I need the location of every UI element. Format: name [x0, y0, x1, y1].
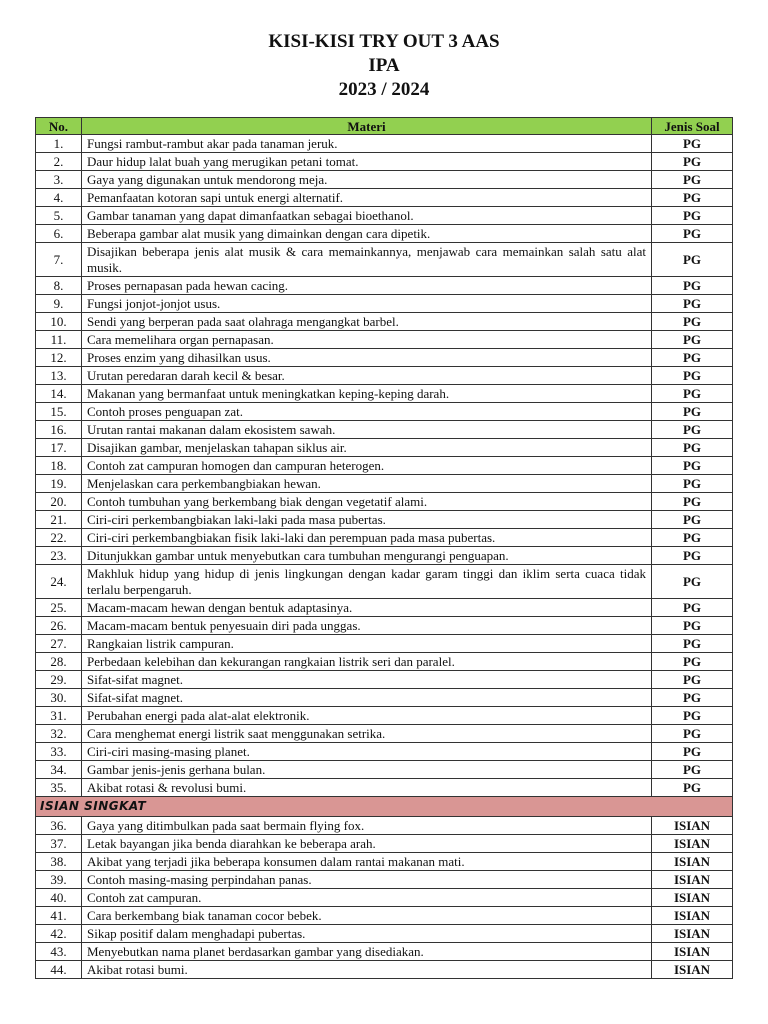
row-number: 33. — [36, 743, 82, 761]
row-jenis-soal: PG — [652, 725, 733, 743]
row-number: 14. — [36, 385, 82, 403]
row-jenis-soal: ISIAN — [652, 943, 733, 961]
row-number: 40. — [36, 889, 82, 907]
row-materi: Akibat yang terjadi jika beberapa konsumen dalam rantai makanan mati. — [82, 853, 652, 871]
row-materi: Ciri-ciri masing-masing planet. — [82, 743, 652, 761]
row-materi: Disajikan beberapa jenis alat musik & cara memainkannya, menjawab cara memainkan salah satu alat musik. — [82, 243, 652, 277]
row-number: 25. — [36, 599, 82, 617]
row-materi: Makanan yang bermanfaat untuk meningkatkan keping-keping darah. — [82, 385, 652, 403]
row-materi: Disajikan gambar, menjelaskan tahapan siklus air. — [82, 439, 652, 457]
row-materi: Gaya yang ditimbulkan pada saat bermain flying fox. — [82, 817, 652, 835]
row-number: 28. — [36, 653, 82, 671]
table-row — [36, 817, 733, 835]
row-number: 1. — [36, 135, 82, 153]
table-row — [36, 671, 733, 689]
table-row — [36, 331, 733, 349]
row-jenis-soal: ISIAN — [652, 817, 733, 835]
row-number: 41. — [36, 907, 82, 925]
row-number: 18. — [36, 457, 82, 475]
row-jenis-soal: ISIAN — [652, 925, 733, 943]
row-jenis-soal: PG — [652, 511, 733, 529]
row-materi: Sikap positif dalam menghadapi pubertas. — [82, 925, 652, 943]
document-header — [0, 30, 768, 102]
row-jenis-soal: PG — [652, 529, 733, 547]
document-title: KISI-KISI TRY OUT 3 AAS — [268, 31, 500, 52]
row-jenis-soal: PG — [652, 225, 733, 243]
row-jenis-soal: PG — [652, 743, 733, 761]
table-row — [36, 243, 733, 277]
row-jenis-soal: ISIAN — [652, 961, 733, 979]
row-number: 37. — [36, 835, 82, 853]
row-jenis-soal: PG — [652, 207, 733, 225]
row-materi: Ditunjukkan gambar untuk menyebutkan cara tumbuhan mengurangi penguapan. — [82, 547, 652, 565]
table-row — [36, 367, 733, 385]
table-row — [36, 707, 733, 725]
row-number: 17. — [36, 439, 82, 457]
row-number: 42. — [36, 925, 82, 943]
row-materi: Perubahan energi pada alat-alat elektronik. — [82, 707, 652, 725]
row-jenis-soal: PG — [652, 153, 733, 171]
table-row — [36, 277, 733, 295]
row-number: 27. — [36, 635, 82, 653]
row-number: 7. — [36, 243, 82, 277]
table-row — [36, 511, 733, 529]
row-materi: Contoh zat campuran. — [82, 889, 652, 907]
table-row — [36, 529, 733, 547]
row-number: 13. — [36, 367, 82, 385]
row-number: 8. — [36, 277, 82, 295]
row-materi: Akibat rotasi bumi. — [82, 961, 652, 979]
row-jenis-soal: ISIAN — [652, 835, 733, 853]
row-number: 30. — [36, 689, 82, 707]
row-materi: Menjelaskan cara perkembangbiakan hewan. — [82, 475, 652, 493]
table-row — [36, 871, 733, 889]
row-number: 31. — [36, 707, 82, 725]
row-materi: Menyebutkan nama planet berdasarkan gambar yang disediakan. — [82, 943, 652, 961]
row-materi: Gambar jenis-jenis gerhana bulan. — [82, 761, 652, 779]
table-row — [36, 689, 733, 707]
row-materi: Cara memelihara organ pernapasan. — [82, 331, 652, 349]
row-jenis-soal: ISIAN — [652, 907, 733, 925]
document-year: 2023 / 2024 — [338, 79, 430, 100]
table-row — [36, 153, 733, 171]
table-row — [36, 907, 733, 925]
table-row — [36, 725, 733, 743]
row-number: 6. — [36, 225, 82, 243]
row-jenis-soal: PG — [652, 439, 733, 457]
table-row — [36, 599, 733, 617]
row-jenis-soal: PG — [652, 617, 733, 635]
row-materi: Macam-macam bentuk penyesuain diri pada unggas. — [82, 617, 652, 635]
row-number: 26. — [36, 617, 82, 635]
row-number: 15. — [36, 403, 82, 421]
table-row — [36, 439, 733, 457]
row-number: 11. — [36, 331, 82, 349]
row-jenis-soal: PG — [652, 331, 733, 349]
column-header-no: No. — [36, 118, 82, 135]
row-materi: Contoh tumbuhan yang berkembang biak dengan vegetatif alami. — [82, 493, 652, 511]
row-jenis-soal: PG — [652, 421, 733, 439]
table-row — [36, 617, 733, 635]
row-number: 38. — [36, 853, 82, 871]
row-number: 35. — [36, 779, 82, 797]
table-row — [36, 961, 733, 979]
table-row — [36, 635, 733, 653]
row-number: 16. — [36, 421, 82, 439]
row-materi: Beberapa gambar alat musik yang dimainkan dengan cara dipetik. — [82, 225, 652, 243]
row-materi: Proses enzim yang dihasilkan usus. — [82, 349, 652, 367]
table-row — [36, 493, 733, 511]
table-row — [36, 925, 733, 943]
section-row-isian-singkat — [36, 797, 733, 817]
table-row — [36, 761, 733, 779]
table-row — [36, 171, 733, 189]
row-materi: Rangkaian listrik campuran. — [82, 635, 652, 653]
row-materi: Cara menghemat energi listrik saat menggunakan setrika. — [82, 725, 652, 743]
table-row — [36, 349, 733, 367]
row-number: 43. — [36, 943, 82, 961]
row-jenis-soal: ISIAN — [652, 853, 733, 871]
row-number: 39. — [36, 871, 82, 889]
table-row — [36, 943, 733, 961]
table-row — [36, 653, 733, 671]
row-materi: Makhluk hidup yang hidup di jenis lingkungan dengan kadar garam tinggi dan iklim serta cuaca tidak terlalu berpengaruh. — [82, 565, 652, 599]
table-row — [36, 743, 733, 761]
kisi-kisi-table — [35, 117, 733, 979]
row-materi: Ciri-ciri perkembangbiakan laki-laki pada masa pubertas. — [82, 511, 652, 529]
row-jenis-soal: PG — [652, 653, 733, 671]
row-jenis-soal: PG — [652, 779, 733, 797]
column-header-materi: Materi — [82, 118, 652, 135]
row-materi: Sifat-sifat magnet. — [82, 689, 652, 707]
row-jenis-soal: PG — [652, 707, 733, 725]
row-jenis-soal: ISIAN — [652, 871, 733, 889]
row-jenis-soal: PG — [652, 565, 733, 599]
row-number: 21. — [36, 511, 82, 529]
row-materi: Contoh zat campuran homogen dan campuran heterogen. — [82, 457, 652, 475]
row-jenis-soal: PG — [652, 189, 733, 207]
section-label: ISIAN SINGKAT — [36, 797, 733, 817]
row-jenis-soal: PG — [652, 599, 733, 617]
row-jenis-soal: PG — [652, 349, 733, 367]
table-row — [36, 835, 733, 853]
row-jenis-soal: PG — [652, 313, 733, 331]
row-number: 24. — [36, 565, 82, 599]
row-jenis-soal: PG — [652, 295, 733, 313]
row-jenis-soal: PG — [652, 761, 733, 779]
row-jenis-soal: PG — [652, 457, 733, 475]
table-row — [36, 779, 733, 797]
row-materi: Cara berkembang biak tanaman cocor bebek. — [82, 907, 652, 925]
row-jenis-soal: PG — [652, 367, 733, 385]
row-jenis-soal: PG — [652, 243, 733, 277]
row-jenis-soal: PG — [652, 385, 733, 403]
document-subject: IPA — [368, 55, 400, 76]
table-row — [36, 565, 733, 599]
row-number: 44. — [36, 961, 82, 979]
row-jenis-soal: PG — [652, 635, 733, 653]
row-materi: Sifat-sifat magnet. — [82, 671, 652, 689]
table-row — [36, 853, 733, 871]
row-number: 12. — [36, 349, 82, 367]
row-materi: Letak bayangan jika benda diarahkan ke beberapa arah. — [82, 835, 652, 853]
row-materi: Gaya yang digunakan untuk mendorong meja. — [82, 171, 652, 189]
row-number: 9. — [36, 295, 82, 313]
table-row — [36, 135, 733, 153]
row-jenis-soal: ISIAN — [652, 889, 733, 907]
table-row — [36, 189, 733, 207]
row-jenis-soal: PG — [652, 671, 733, 689]
row-materi: Urutan peredaran darah kecil & besar. — [82, 367, 652, 385]
row-jenis-soal: PG — [652, 493, 733, 511]
row-materi: Gambar tanaman yang dapat dimanfaatkan sebagai bioethanol. — [82, 207, 652, 225]
row-number: 4. — [36, 189, 82, 207]
table-row — [36, 889, 733, 907]
row-materi: Contoh proses penguapan zat. — [82, 403, 652, 421]
row-jenis-soal: PG — [652, 689, 733, 707]
row-materi: Pemanfaatan kotoran sapi untuk energi alternatif. — [82, 189, 652, 207]
table-row — [36, 475, 733, 493]
row-jenis-soal: PG — [652, 547, 733, 565]
row-materi: Fungsi rambut-rambut akar pada tanaman jeruk. — [82, 135, 652, 153]
table-body — [36, 135, 733, 979]
row-number: 29. — [36, 671, 82, 689]
row-number: 20. — [36, 493, 82, 511]
row-materi: Daur hidup lalat buah yang merugikan petani tomat. — [82, 153, 652, 171]
row-materi: Sendi yang berperan pada saat olahraga mengangkat barbel. — [82, 313, 652, 331]
row-jenis-soal: PG — [652, 171, 733, 189]
column-header-jenis-soal: Jenis Soal — [652, 118, 733, 135]
table-row — [36, 295, 733, 313]
row-materi: Ciri-ciri perkembangbiakan fisik laki-laki dan perempuan pada masa pubertas. — [82, 529, 652, 547]
row-jenis-soal: PG — [652, 475, 733, 493]
row-number: 3. — [36, 171, 82, 189]
table-row — [36, 207, 733, 225]
row-materi: Fungsi jonjot-jonjot usus. — [82, 295, 652, 313]
row-number: 19. — [36, 475, 82, 493]
table-row — [36, 385, 733, 403]
row-number: 22. — [36, 529, 82, 547]
table-row — [36, 421, 733, 439]
table-row — [36, 403, 733, 421]
row-materi: Akibat rotasi & revolusi bumi. — [82, 779, 652, 797]
row-materi: Macam-macam hewan dengan bentuk adaptasinya. — [82, 599, 652, 617]
table-row — [36, 313, 733, 331]
table-header-row — [36, 118, 733, 135]
row-number: 2. — [36, 153, 82, 171]
table-row — [36, 457, 733, 475]
row-jenis-soal: PG — [652, 403, 733, 421]
table-row — [36, 225, 733, 243]
row-number: 23. — [36, 547, 82, 565]
row-materi: Perbedaan kelebihan dan kekurangan rangkaian listrik seri dan paralel. — [82, 653, 652, 671]
table-row — [36, 547, 733, 565]
row-number: 36. — [36, 817, 82, 835]
row-materi: Proses pernapasan pada hewan cacing. — [82, 277, 652, 295]
row-number: 10. — [36, 313, 82, 331]
row-number: 32. — [36, 725, 82, 743]
row-materi: Urutan rantai makanan dalam ekosistem sawah. — [82, 421, 652, 439]
row-materi: Contoh masing-masing perpindahan panas. — [82, 871, 652, 889]
row-number: 5. — [36, 207, 82, 225]
row-number: 34. — [36, 761, 82, 779]
row-jenis-soal: PG — [652, 135, 733, 153]
row-jenis-soal: PG — [652, 277, 733, 295]
